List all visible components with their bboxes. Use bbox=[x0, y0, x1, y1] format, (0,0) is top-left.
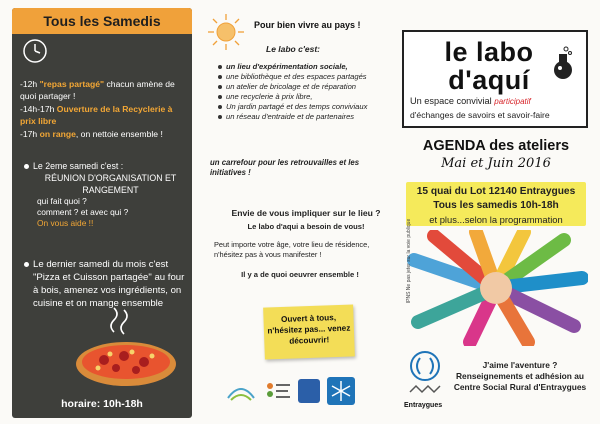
brand-line: le labo bbox=[444, 37, 534, 67]
question-line: qui fait quoi ? bbox=[37, 196, 87, 206]
second-saturday-questions bbox=[37, 196, 187, 229]
closing-line: un carrefour pour les retrouvailles et les initiatives ! bbox=[210, 158, 360, 177]
saturdays-title: Tous les Samedis bbox=[12, 8, 192, 34]
labo-features-list bbox=[218, 62, 388, 122]
help-line: On vous aide !! bbox=[37, 218, 94, 228]
hands-illustration bbox=[404, 230, 588, 346]
second-saturday-title: RÉUNION D'ORGANISATION ET RANGEMENT bbox=[44, 173, 177, 195]
schedule-item: -17h on range, on nettoie ensemble ! bbox=[20, 129, 163, 139]
second-saturday-heading: Le 2eme samedi c'est : bbox=[33, 161, 124, 171]
bullet-dot bbox=[24, 164, 29, 169]
address: 15 quai du Lot 12140 Entraygues bbox=[416, 186, 576, 197]
question-line: comment ? et avec qui ? bbox=[37, 207, 129, 217]
last-saturday-block bbox=[24, 258, 190, 310]
participatif-word: participatif bbox=[494, 97, 531, 106]
lots-to-do-line: Il y a de quoi oeuvrer ensemble ! bbox=[241, 270, 359, 279]
snowflake-logo-icon bbox=[326, 376, 356, 406]
centre-logo-label: Entraygues bbox=[404, 402, 443, 409]
more-programming: et plus...selon la programmation bbox=[429, 214, 563, 225]
sticky-note: Ouvert à tous, n'hésitez pas... venez découvrir! bbox=[263, 304, 355, 359]
partner-logos bbox=[226, 374, 386, 408]
labo-logo bbox=[402, 30, 588, 128]
chalkboard-panel bbox=[12, 8, 192, 418]
tagline-text: Un espace convivial bbox=[410, 96, 492, 106]
list-item: une recyclerie à prix libre, bbox=[218, 92, 388, 102]
ipns-note: IPNS Ne pas jeter sur la voie publique bbox=[406, 218, 412, 304]
partner-logo-icon bbox=[262, 378, 292, 404]
partner-logo-icon bbox=[226, 378, 256, 404]
needs-you-line: Le labo d'aqui a besoin de vous! bbox=[247, 222, 365, 231]
bullet-dot bbox=[24, 262, 29, 267]
agenda-dates: Mai et Juin 2016 bbox=[441, 156, 551, 171]
second-saturday-block bbox=[24, 160, 188, 196]
middle-subheading: Le labo c'est: bbox=[266, 44, 320, 54]
list-item: un lieu d'expérimentation sociale, bbox=[218, 62, 388, 72]
contact-info: J'aime l'aventure ? Renseignements et adhésion au Centre Social Rural d'Entraygues bbox=[453, 360, 587, 392]
pizza-image bbox=[74, 306, 184, 388]
schedule-item: -12h "repas partagé" chacun amène de quoi partager ! bbox=[20, 79, 175, 101]
sun-icon bbox=[206, 12, 246, 52]
brand-line: d'aquí bbox=[448, 65, 530, 95]
list-item: un réseau d'entraide et de partenaires bbox=[218, 112, 388, 122]
list-item: un atelier de bricolage et de réparation bbox=[218, 82, 388, 92]
schedule-item: -14h-17h Ouverture de la Recyclerie à prix libre bbox=[20, 104, 173, 126]
saturday-hours: Tous les samedis 10h-18h bbox=[433, 200, 559, 211]
list-item: une bibliothèque et des espaces partagés bbox=[218, 72, 388, 82]
tagline-line-1 bbox=[410, 96, 531, 106]
cover-panel bbox=[402, 8, 590, 418]
centre-social-logo-icon bbox=[406, 348, 444, 402]
opening-hours: horaire: 10h-18h bbox=[61, 398, 143, 410]
middle-heading: Pour bien vivre au pays ! bbox=[254, 20, 361, 30]
flask-icon bbox=[550, 46, 576, 80]
agenda-title: AGENDA des ateliers bbox=[422, 138, 570, 154]
partner-logo-icon bbox=[298, 379, 320, 403]
clock-icon bbox=[22, 38, 48, 64]
brand-name bbox=[414, 38, 564, 94]
list-item: Un jardin partagé et des temps conviviaux bbox=[218, 102, 388, 112]
involve-question: Envie de vous impliquer sur le lieu ? bbox=[231, 208, 381, 218]
saturday-schedule bbox=[20, 78, 188, 141]
last-saturday-text: Le dernier samedi du mois c'est "Pizza et Cuisson partagée" au four à bois, amenez vos ingrédients, on cuisine et on mange ensemble bbox=[33, 259, 185, 309]
involve-text: Peut importe votre âge, votre lieu de résidence, n'hésitez pas à vous manifester ! bbox=[214, 240, 370, 259]
middle-panel bbox=[206, 8, 394, 418]
tagline-line-2: d'échanges de savoirs et savoir-faire bbox=[410, 110, 550, 120]
